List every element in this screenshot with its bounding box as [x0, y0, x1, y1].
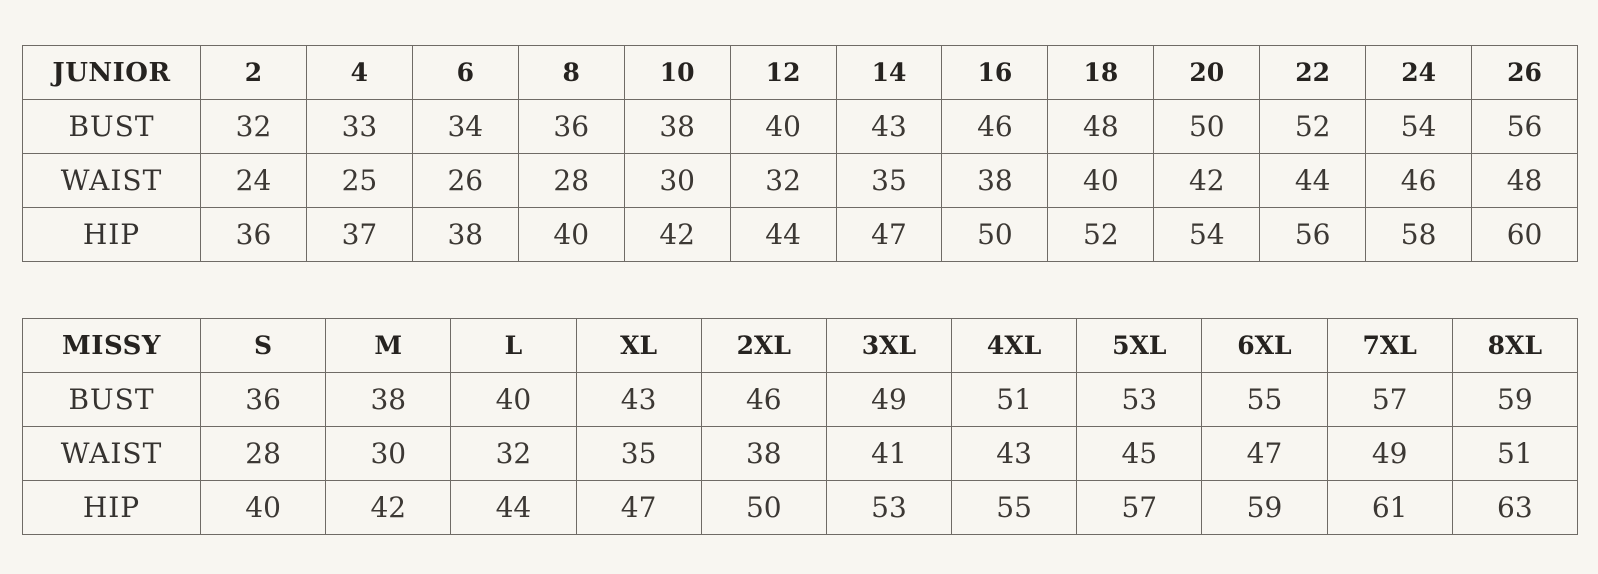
missy-row-label-hip: HIP: [23, 481, 201, 535]
junior-size-header-26: 26: [1472, 46, 1578, 100]
junior-size-header-10: 10: [624, 46, 730, 100]
missy-size-header-4xl: 4XL: [952, 319, 1077, 373]
junior-waist-size-20-value: 42: [1154, 154, 1260, 208]
junior-hip-size-10-value: 42: [624, 208, 730, 262]
missy-bust-size-8xl-value: 59: [1452, 373, 1577, 427]
missy-waist-size-5xl-value: 45: [1077, 427, 1202, 481]
missy-waist-size-6xl-value: 47: [1202, 427, 1327, 481]
junior-hip-size-12-value: 44: [730, 208, 836, 262]
junior-size-header-22: 22: [1260, 46, 1366, 100]
junior-bust-size-22-value: 52: [1260, 100, 1366, 154]
missy-waist-size-l-value: 32: [451, 427, 576, 481]
junior-waist-size-16-value: 38: [942, 154, 1048, 208]
junior-hip-size-4-value: 37: [306, 208, 412, 262]
junior-size-header-2: 2: [201, 46, 307, 100]
missy-bust-size-m-value: 38: [326, 373, 451, 427]
junior-waist-size-24-value: 46: [1366, 154, 1472, 208]
missy-bust-size-4xl-value: 51: [952, 373, 1077, 427]
missy-waist-size-7xl-value: 49: [1327, 427, 1452, 481]
missy-bust-size-xl-value: 43: [576, 373, 701, 427]
junior-bust-size-4-value: 33: [306, 100, 412, 154]
junior-bust-size-20-value: 50: [1154, 100, 1260, 154]
missy-waist-size-4xl-value: 43: [952, 427, 1077, 481]
junior-bust-size-24-value: 54: [1366, 100, 1472, 154]
junior-bust-size-2-value: 32: [201, 100, 307, 154]
missy-bust-size-3xl-value: 49: [826, 373, 951, 427]
junior-hip-size-2-value: 36: [201, 208, 307, 262]
junior-waist-size-4-value: 25: [306, 154, 412, 208]
missy-size-header-l: L: [451, 319, 576, 373]
junior-bust-size-14-value: 43: [836, 100, 942, 154]
junior-hip-size-24-value: 58: [1366, 208, 1472, 262]
junior-hip-size-26-value: 60: [1472, 208, 1578, 262]
missy-bust-size-7xl-value: 57: [1327, 373, 1452, 427]
missy-bust-size-5xl-value: 53: [1077, 373, 1202, 427]
junior-size-header-18: 18: [1048, 46, 1154, 100]
missy-bust-size-2xl-value: 46: [701, 373, 826, 427]
junior-waist-size-14-value: 35: [836, 154, 942, 208]
junior-size-header-4: 4: [306, 46, 412, 100]
missy-waist-size-8xl-value: 51: [1452, 427, 1577, 481]
missy-size-header-2xl: 2XL: [701, 319, 826, 373]
junior-hip-size-8-value: 40: [518, 208, 624, 262]
missy-row-label-waist: WAIST: [23, 427, 201, 481]
missy-hip-size-2xl-value: 50: [701, 481, 826, 535]
missy-hip-size-s-value: 40: [201, 481, 326, 535]
missy-size-header-3xl: 3XL: [826, 319, 951, 373]
missy-waist-size-xl-value: 35: [576, 427, 701, 481]
missy-waist-size-3xl-value: 41: [826, 427, 951, 481]
missy-hip-size-xl-value: 47: [576, 481, 701, 535]
missy-waist-size-m-value: 30: [326, 427, 451, 481]
missy-hip-size-6xl-value: 59: [1202, 481, 1327, 535]
missy-row-hip: [23, 481, 1578, 535]
junior-size-header-14: 14: [836, 46, 942, 100]
junior-size-header-24: 24: [1366, 46, 1472, 100]
junior-bust-size-18-value: 48: [1048, 100, 1154, 154]
junior-bust-size-16-value: 46: [942, 100, 1048, 154]
junior-bust-size-12-value: 40: [730, 100, 836, 154]
junior-row-hip: [23, 208, 1578, 262]
missy-size-header-7xl: 7XL: [1327, 319, 1452, 373]
junior-size-header-12: 12: [730, 46, 836, 100]
junior-waist-size-2-value: 24: [201, 154, 307, 208]
junior-waist-size-10-value: 30: [624, 154, 730, 208]
junior-hip-size-18-value: 52: [1048, 208, 1154, 262]
missy-size-header-6xl: 6XL: [1202, 319, 1327, 373]
missy-size-table: [22, 318, 1578, 535]
missy-row-bust: [23, 373, 1578, 427]
missy-hip-size-m-value: 42: [326, 481, 451, 535]
junior-hip-size-14-value: 47: [836, 208, 942, 262]
junior-hip-size-22-value: 56: [1260, 208, 1366, 262]
missy-size-header-m: M: [326, 319, 451, 373]
junior-bust-size-8-value: 36: [518, 100, 624, 154]
junior-row-label-waist: WAIST: [23, 154, 201, 208]
missy-hip-size-7xl-value: 61: [1327, 481, 1452, 535]
junior-hip-size-6-value: 38: [412, 208, 518, 262]
junior-waist-size-18-value: 40: [1048, 154, 1154, 208]
junior-waist-size-26-value: 48: [1472, 154, 1578, 208]
junior-size-table: [22, 45, 1578, 262]
junior-header-row: [23, 46, 1578, 100]
missy-bust-size-l-value: 40: [451, 373, 576, 427]
junior-bust-size-26-value: 56: [1472, 100, 1578, 154]
junior-waist-size-6-value: 26: [412, 154, 518, 208]
junior-title-cell: JUNIOR: [23, 46, 201, 100]
missy-bust-size-6xl-value: 55: [1202, 373, 1327, 427]
missy-title-cell: MISSY: [23, 319, 201, 373]
missy-hip-size-4xl-value: 55: [952, 481, 1077, 535]
missy-size-header-s: S: [201, 319, 326, 373]
junior-row-label-hip: HIP: [23, 208, 201, 262]
missy-header-row: [23, 319, 1578, 373]
junior-size-header-8: 8: [518, 46, 624, 100]
junior-hip-size-20-value: 54: [1154, 208, 1260, 262]
missy-waist-size-2xl-value: 38: [701, 427, 826, 481]
junior-size-header-6: 6: [412, 46, 518, 100]
missy-bust-size-s-value: 36: [201, 373, 326, 427]
junior-size-header-16: 16: [942, 46, 1048, 100]
missy-size-header-xl: XL: [576, 319, 701, 373]
junior-size-header-20: 20: [1154, 46, 1260, 100]
missy-hip-size-l-value: 44: [451, 481, 576, 535]
missy-size-header-8xl: 8XL: [1452, 319, 1577, 373]
missy-hip-size-3xl-value: 53: [826, 481, 951, 535]
junior-row-bust: [23, 100, 1578, 154]
junior-waist-size-22-value: 44: [1260, 154, 1366, 208]
junior-bust-size-10-value: 38: [624, 100, 730, 154]
missy-row-waist: [23, 427, 1578, 481]
junior-waist-size-12-value: 32: [730, 154, 836, 208]
junior-row-waist: [23, 154, 1578, 208]
junior-bust-size-6-value: 34: [412, 100, 518, 154]
junior-waist-size-8-value: 28: [518, 154, 624, 208]
junior-row-label-bust: BUST: [23, 100, 201, 154]
missy-hip-size-8xl-value: 63: [1452, 481, 1577, 535]
missy-size-header-5xl: 5XL: [1077, 319, 1202, 373]
junior-hip-size-16-value: 50: [942, 208, 1048, 262]
missy-waist-size-s-value: 28: [201, 427, 326, 481]
missy-hip-size-5xl-value: 57: [1077, 481, 1202, 535]
missy-row-label-bust: BUST: [23, 373, 201, 427]
